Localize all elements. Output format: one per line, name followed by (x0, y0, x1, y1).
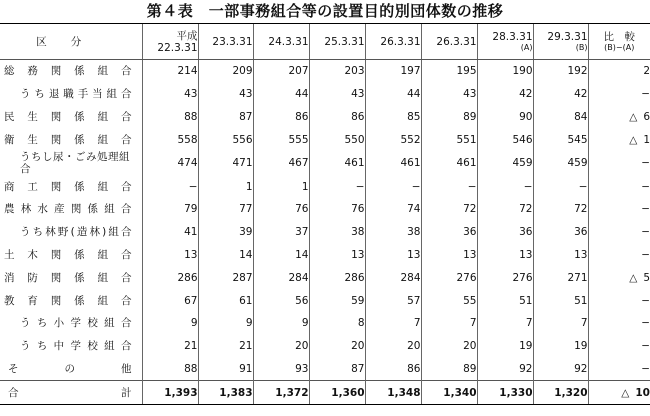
compare-cell (588, 128, 650, 151)
value-cell: 72 (477, 198, 533, 221)
value-cell: 85 (365, 106, 421, 129)
value-cell: 39 (198, 221, 253, 244)
value-cell: 20 (421, 335, 477, 358)
value-cell: 286 (309, 266, 365, 289)
compare-value: − (641, 88, 650, 101)
compare-cell (588, 175, 650, 198)
value-cell: 86 (365, 358, 421, 381)
value-cell: 76 (309, 198, 365, 221)
row-label: う ち 退 職 手 当 組 合 (20, 88, 132, 101)
row-label: 消 防 関 係 組 合 (4, 271, 132, 284)
decrease-mark: △ (629, 271, 638, 284)
value-cell: 14 (198, 244, 253, 267)
value-cell: 7 (421, 312, 477, 335)
table-row (0, 175, 650, 198)
value-cell: 43 (309, 83, 365, 106)
value-cell: 74 (365, 198, 421, 221)
value-cell: 86 (309, 106, 365, 129)
value-cell: 37 (253, 221, 309, 244)
value-cell: 20 (309, 335, 365, 358)
value-cell: 42 (477, 83, 533, 106)
value-cell: 57 (365, 289, 421, 312)
value-cell: 555 (253, 128, 309, 151)
compare-cell (588, 151, 650, 175)
row-label: う ち 林 野 ( 造 林 ) 組 合 (20, 226, 132, 239)
header-date: 29.3.31 (547, 30, 588, 43)
compare-value: 5 (643, 271, 650, 284)
value-cell: 43 (142, 83, 198, 106)
header-date-sub: (A) (520, 42, 533, 52)
value-cell: − (309, 175, 365, 198)
value-cell: 1,360 (309, 381, 365, 405)
compare-value: − (641, 180, 650, 193)
header-year (142, 24, 198, 60)
value-cell: 19 (533, 335, 588, 358)
value-cell: 21 (142, 335, 198, 358)
compare-value: − (641, 203, 650, 216)
value-cell: 36 (421, 221, 477, 244)
value-cell: 271 (533, 266, 588, 289)
table-row (0, 106, 650, 129)
value-cell: 556 (198, 128, 253, 151)
value-cell: 55 (421, 289, 477, 312)
compare-value: − (641, 317, 650, 330)
value-cell: 89 (421, 106, 477, 129)
row-label-text: うちし尿・ごみ処理組合 (20, 151, 130, 176)
row-label: う ち 小 学 校 組 合 (20, 317, 132, 330)
value-cell: 558 (142, 128, 198, 151)
value-cell: 13 (533, 244, 588, 267)
compare-value: − (641, 226, 650, 239)
table-row (0, 128, 650, 151)
row-label: 総 務 関 係 組 合 (4, 65, 132, 78)
value-cell: 276 (421, 266, 477, 289)
value-cell: 19 (477, 335, 533, 358)
compare-value: 1 (643, 133, 650, 146)
row-label: 農 林 水 産 関 係 組 合 (4, 203, 132, 216)
row-label: 土 木 関 係 組 合 (4, 248, 132, 261)
value-cell: 59 (309, 289, 365, 312)
table-title: 第４表 一部事務組合等の設置目的別団体数の推移 (146, 2, 504, 20)
value-cell: 13 (309, 244, 365, 267)
value-cell: 51 (477, 289, 533, 312)
row-label: 合 計 (0, 381, 142, 405)
table-row (0, 151, 650, 175)
value-cell: 87 (198, 106, 253, 129)
header-date: 26.3.31 (380, 35, 421, 48)
compare-cell (588, 106, 650, 129)
value-cell: 1,330 (477, 381, 533, 405)
table-row (0, 221, 650, 244)
compare-cell (588, 312, 650, 335)
value-cell: 1 (198, 175, 253, 198)
value-cell: 72 (421, 198, 477, 221)
value-cell: 13 (421, 244, 477, 267)
value-cell: 90 (477, 106, 533, 129)
value-cell: 1,340 (421, 381, 477, 405)
header-compare-sub: (B)−(A) (604, 42, 635, 52)
value-cell: 92 (533, 358, 588, 381)
value-cell: 89 (421, 358, 477, 381)
header-year (309, 24, 365, 60)
compare-cell (588, 266, 650, 289)
value-cell: 13 (142, 244, 198, 267)
value-cell: − (477, 175, 533, 198)
value-cell: 86 (253, 106, 309, 129)
header-date-sub: (B) (575, 42, 588, 52)
compare-cell (588, 60, 650, 83)
value-cell: 76 (253, 198, 309, 221)
compare-value: − (641, 248, 650, 261)
header-date: 23.3.31 (212, 35, 253, 48)
value-cell: − (365, 175, 421, 198)
table-row (0, 358, 650, 381)
value-cell: 44 (253, 83, 309, 106)
table-row (0, 83, 650, 106)
compare-cell (588, 83, 650, 106)
value-cell: 88 (142, 106, 198, 129)
value-cell: 42 (533, 83, 588, 106)
row-label: う ち 中 学 校 組 合 (20, 340, 132, 353)
value-cell: 41 (142, 221, 198, 244)
decrease-mark: △ (629, 133, 638, 146)
value-cell: 84 (533, 106, 588, 129)
compare-cell (588, 358, 650, 381)
header-label: 区分 (0, 24, 142, 60)
value-cell: 43 (421, 83, 477, 106)
value-cell: 1 (253, 175, 309, 198)
table-row (0, 335, 650, 358)
value-cell: 8 (309, 312, 365, 335)
compare-cell (588, 244, 650, 267)
value-cell: 203 (309, 60, 365, 83)
compare-cell (588, 289, 650, 312)
compare-value: − (641, 294, 650, 307)
value-cell: 461 (421, 151, 477, 175)
value-cell: 44 (365, 83, 421, 106)
value-cell: 14 (253, 244, 309, 267)
value-cell: 38 (365, 221, 421, 244)
value-cell: 36 (477, 221, 533, 244)
value-cell: 21 (198, 335, 253, 358)
compare-value: − (641, 157, 650, 170)
value-cell: 471 (198, 151, 253, 175)
value-cell: 461 (365, 151, 421, 175)
header-year (533, 24, 588, 60)
value-cell: 9 (198, 312, 253, 335)
table-row (0, 312, 650, 335)
value-cell: 550 (309, 128, 365, 151)
header-date: 26.3.31 (436, 35, 477, 48)
stats-table (0, 23, 650, 405)
compare-value: 2 (643, 65, 650, 78)
value-cell: 276 (477, 266, 533, 289)
value-cell: 56 (253, 289, 309, 312)
value-cell: 87 (309, 358, 365, 381)
header-era: 平成 (176, 29, 198, 42)
table-row (0, 289, 650, 312)
table-body (0, 60, 650, 405)
total-row (0, 381, 650, 405)
value-cell: 287 (198, 266, 253, 289)
value-cell: 20 (253, 335, 309, 358)
row-label: 民 生 関 係 組 合 (4, 110, 132, 123)
value-cell: 545 (533, 128, 588, 151)
value-cell: 1,348 (365, 381, 421, 405)
value-cell: 67 (142, 289, 198, 312)
value-cell: 61 (198, 289, 253, 312)
header-year (198, 24, 253, 60)
value-cell: 467 (253, 151, 309, 175)
decrease-mark: △ (621, 386, 630, 399)
value-cell: 546 (477, 128, 533, 151)
compare-cell (588, 335, 650, 358)
value-cell: 552 (365, 128, 421, 151)
table-row (0, 266, 650, 289)
value-cell: 9 (253, 312, 309, 335)
value-cell: 1,383 (198, 381, 253, 405)
value-cell: 9 (142, 312, 198, 335)
value-cell: 72 (533, 198, 588, 221)
value-cell: 207 (253, 60, 309, 83)
header-year (253, 24, 309, 60)
value-cell: 51 (533, 289, 588, 312)
value-cell: 36 (533, 221, 588, 244)
row-label: 教 育 関 係 組 合 (4, 294, 132, 307)
value-cell: 474 (142, 151, 198, 175)
compare-cell (588, 221, 650, 244)
decrease-mark: △ (629, 110, 638, 123)
value-cell: 13 (477, 244, 533, 267)
compare-cell (588, 198, 650, 221)
compare-value: 6 (643, 110, 650, 123)
table-row (0, 198, 650, 221)
value-cell: 459 (533, 151, 588, 175)
header-year (421, 24, 477, 60)
value-cell: 209 (198, 60, 253, 83)
value-cell: 284 (253, 266, 309, 289)
value-cell: 195 (421, 60, 477, 83)
value-cell: − (421, 175, 477, 198)
compare-value: − (641, 340, 650, 353)
header-row (0, 24, 650, 60)
value-cell: 1,372 (253, 381, 309, 405)
value-cell: 77 (198, 198, 253, 221)
value-cell: 190 (477, 60, 533, 83)
value-cell: 197 (365, 60, 421, 83)
value-cell: 7 (533, 312, 588, 335)
header-date: 22.3.31 (157, 41, 198, 54)
value-cell: 91 (198, 358, 253, 381)
value-cell: 7 (477, 312, 533, 335)
value-cell: 284 (365, 266, 421, 289)
value-cell: 286 (142, 266, 198, 289)
value-cell: − (142, 175, 198, 198)
value-cell: 1,320 (533, 381, 588, 405)
value-cell: 1,393 (142, 381, 198, 405)
value-cell: 79 (142, 198, 198, 221)
compare-value: 10 (635, 386, 650, 399)
value-cell: 20 (365, 335, 421, 358)
value-cell: 7 (365, 312, 421, 335)
header-date: 28.3.31 (492, 30, 533, 43)
value-cell: 551 (421, 128, 477, 151)
header-compare (588, 24, 650, 60)
compare-cell (588, 381, 650, 405)
table-row (0, 244, 650, 267)
value-cell: 38 (309, 221, 365, 244)
value-cell: 13 (365, 244, 421, 267)
row-label: そ の 他 (8, 362, 132, 375)
table-row (0, 60, 650, 83)
value-cell: − (533, 175, 588, 198)
header-date: 25.3.31 (324, 35, 365, 48)
header-date: 24.3.31 (268, 35, 309, 48)
value-cell: 214 (142, 60, 198, 83)
value-cell: 459 (477, 151, 533, 175)
row-label: 衛 生 関 係 組 合 (4, 133, 132, 146)
value-cell: 461 (309, 151, 365, 175)
value-cell: 93 (253, 358, 309, 381)
value-cell: 192 (533, 60, 588, 83)
header-year (365, 24, 421, 60)
header-compare-label: 比 較 (603, 30, 635, 43)
row-label (0, 151, 142, 175)
row-label: 商 工 関 係 組 合 (4, 180, 132, 193)
compare-value: − (641, 362, 650, 375)
header-year (477, 24, 533, 60)
value-cell: 92 (477, 358, 533, 381)
value-cell: 43 (198, 83, 253, 106)
value-cell: 88 (142, 358, 198, 381)
